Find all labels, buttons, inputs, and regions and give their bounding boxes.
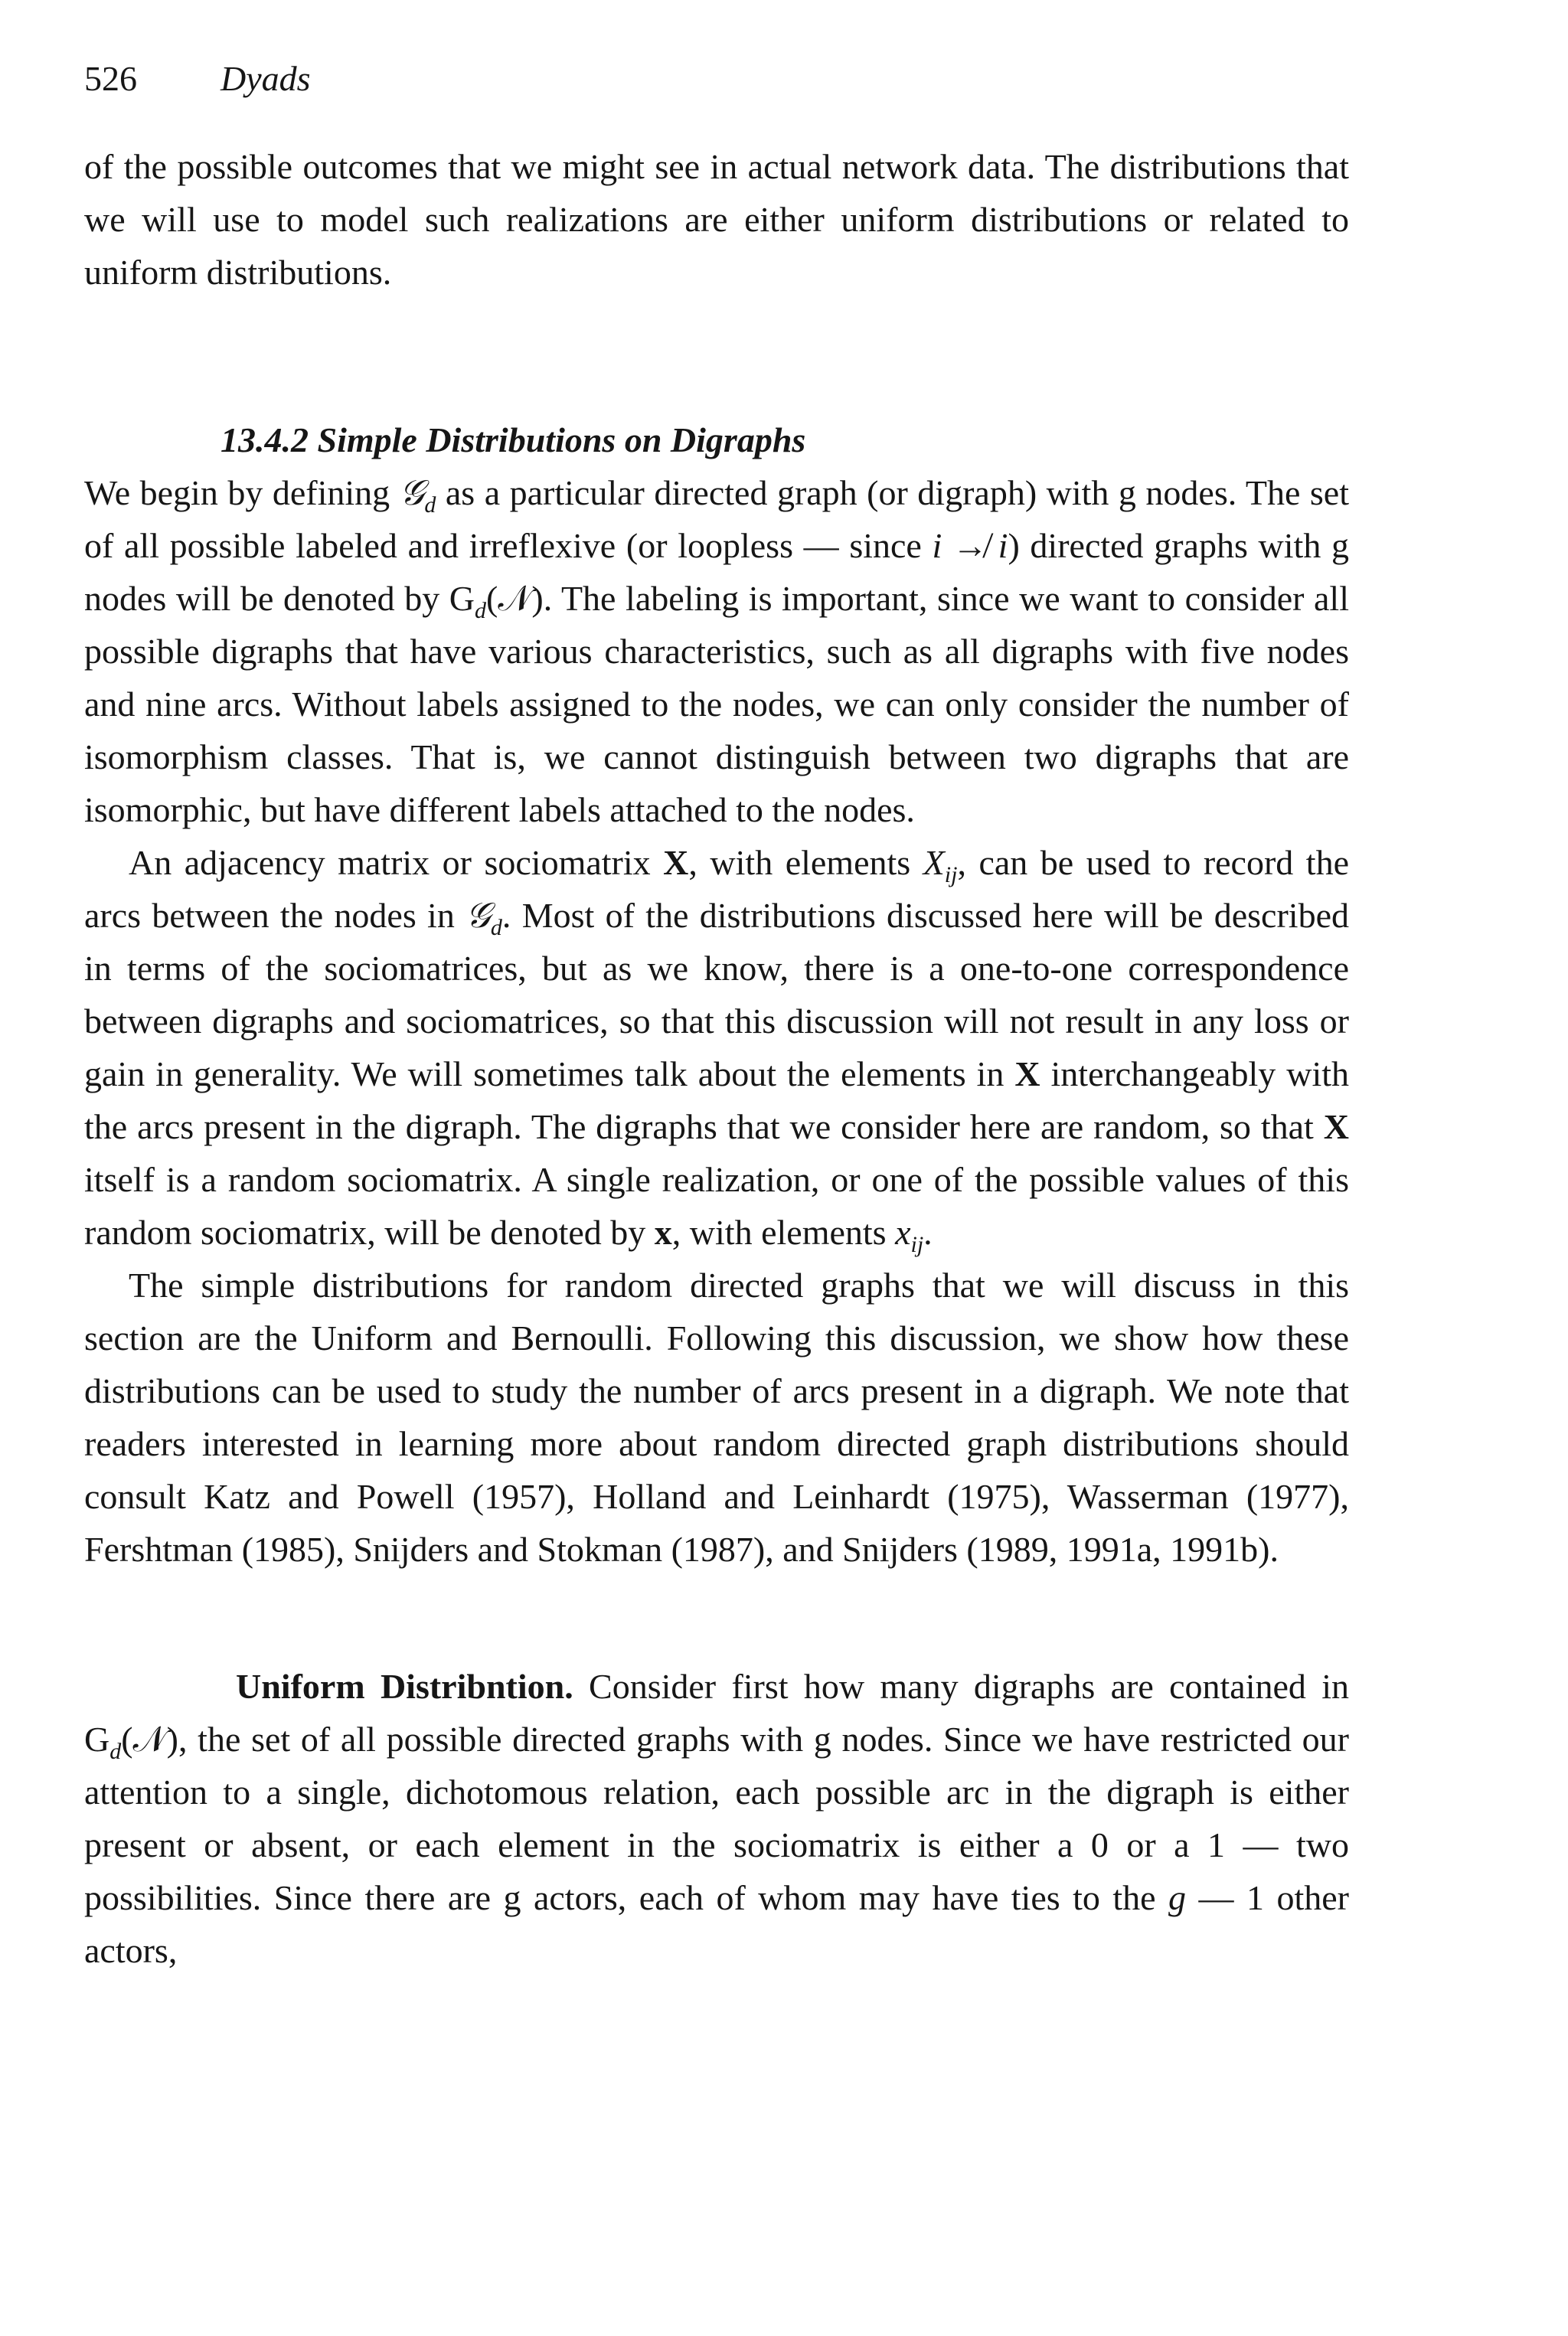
- section-title: Simple Distributions on Digraphs: [317, 420, 806, 459]
- paragraph-intro: of the possible outcomes that we might see in actual network data. The distributions that we will use to model such realizations are either uniform distributions or related to uniform distributions.: [84, 147, 1349, 292]
- subsection-heading: Uniform Distribntion.: [236, 1667, 573, 1706]
- paragraph-sociomatrix: An adjacency matrix or sociomatrix X, with elements $X_{ij}$, can be used to record the arcs between the nodes in 𝒢$_d$. Most of the distributions discussed here will be described in terms of the sociomatrices, but as we know, there is a one-to-one correspondence between digraphs and sociomatrices, so that this discussion will not result in any loss or gain in generality. We will sometimes talk about the elements in X interchangeably with the arcs present in the digraph. The digraphs that we consider here are random, so that X itself is a random sociomatrix. A single realization, or one of the possible values of this random sociomatrix, will be denoted by x, with elements $x_{ij}$.: [84, 843, 1350, 1258]
- chapter-title: Dyads: [220, 59, 311, 98]
- paragraph-digraph-definition: We begin by defining 𝒢$_d$ as a particular directed graph (or digraph) with g nodes. The set of all possible labeled and irreflexive (or loopless — since i ↛ i) directed graphs with g nodes will be denoted by $G_d(𝒩)$. The labeling is important, since we want to consider all possible digraphs that have various characteristics, such as all digraphs with five nodes and nine arcs. Without labels assigned to the nodes, we can only consider the number of isomorphism classes. That is, we cannot distinguish between two digraphs that are isomorphic, but have different labels attached to the nodes.: [84, 473, 1349, 829]
- section-heading: [84, 413, 1349, 466]
- book-page: [84, 52, 1349, 1977]
- page-number: 526: [84, 59, 137, 98]
- running-head: [84, 52, 1349, 105]
- section-number: 13.4.2: [220, 420, 309, 459]
- paragraph-simple-distributions: The simple distributions for random directed graphs that we will discuss in this section are the Uniform and Bernoulli. Following this discussion, we show how these distributions can be used to study the number of arcs present in a digraph. We note that readers interested in learning more about random directed graph distributions should consult Katz and Powell (1957), Holland and Leinhardt (1975), Wasserman (1977), Fershtman (1985), Snijders and Stokman (1987), and Snijders (1989, 1991a, 1991b).: [84, 1266, 1349, 1569]
- paragraph-uniform-distribution: Uniform Distribntion. Consider first how many digraphs are contained in $G_d(𝒩)$, the set of all possible directed graphs with g nodes. Since we have restricted our attention to a single, dichotomous relation, each possible arc in the digraph is either present or absent, or each element in the sociomatrix is either a 0 or a 1 — two possibilities. Since there are g actors, each of whom may have ties to the g — 1 other actors,: [84, 1667, 1349, 1970]
